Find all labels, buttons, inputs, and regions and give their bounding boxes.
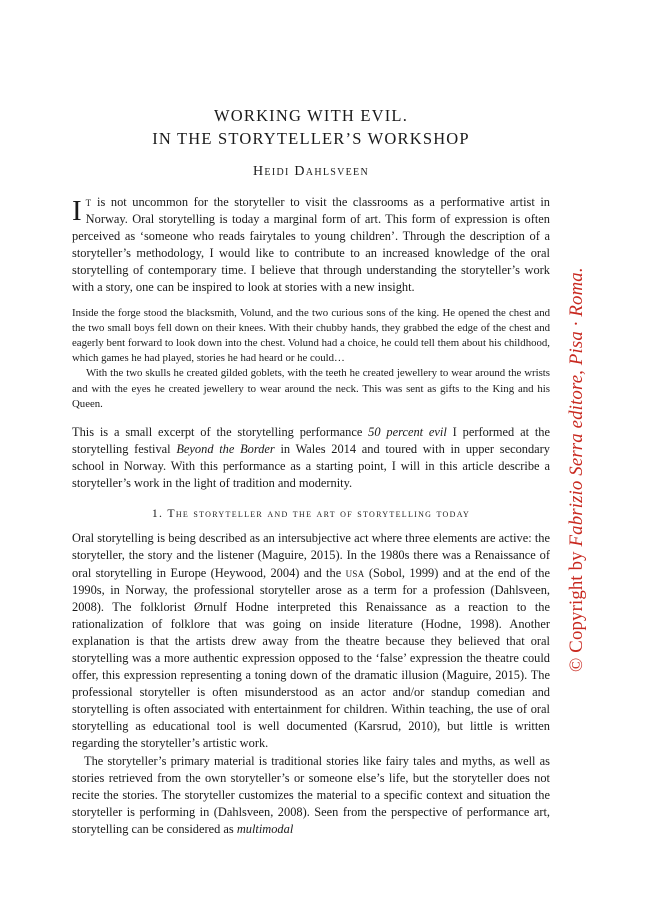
section-paragraph-1 [72, 530, 550, 752]
article-page [72, 104, 550, 838]
intro-paragraph [72, 194, 550, 297]
after-excerpt-paragraph [72, 424, 550, 492]
festival-title: Beyond the Border [176, 442, 275, 457]
section-p2-italic: multimodal [236, 821, 294, 836]
intro-text: is not uncommon for the storyteller to visit the classrooms as a performative artist in Norway. Oral storytelling is today a marginal form of art. This form of expression is often perceived as ‘someone who reads fairytales to young children’. Through the description of a storyteller’s methodology, I would like to contribute to an increased knowledge of the oral storytelling of contemporary time. I believe that through understanding the storyteller’s work with a story, one can be inspired to look at stories with a new insight. [72, 195, 550, 295]
article-title [72, 104, 550, 150]
section-paragraph-2 [72, 753, 550, 838]
copyright-notice [566, 267, 588, 672]
author-name: Heidi Dahlsveen [253, 164, 369, 179]
after-text-3: in Wales 2014 and toured with in upper secondary school in Norway. With this performance as a starting point, I will in this article describe a storyteller’s work in the light of tradition and modernity. [72, 442, 550, 491]
section-p1-text-a: Oral storytelling is being described as an intersubjective act where three elements are active: the storyteller, the story and the listener (Maguire, 2015). In the 1980s there was a Renaissance of oral storytelling in Europe (Heywood, 2004) and the [72, 531, 550, 580]
after-text-2: I performed at the storytelling festival [72, 424, 550, 457]
usa-abbrev: usa [345, 565, 365, 580]
excerpt-paragraph-1: Inside the forge stood the blacksmith, Volund, and the two curious sons of the king. He opened the chest and the two small boys fell down on their knees. With their chubby hands, they grabbed the edge of the chest and eagerly bent forward to look down into the chest. Volund had a choice, he could tell them about his childhood, which games he had played, stories he had heard or he could… [72, 306, 550, 365]
section-heading: 1. The storyteller and the art of storytelling today [151, 506, 471, 521]
performance-title: 50 percent evil [368, 424, 447, 439]
title-line-1: WORKING WITH EVIL. [213, 106, 409, 125]
section-p1-text-b: (Sobol, 1999) and at the end of the 1990s, in Norway, the professional storyteller arose as a term for a profession (Dahlsveen, 2008). The folklorist Ørnulf Hodne interpreted this Renaissance as a reaction to the rationalization of folklore that was going on inside literature (Hodne, 1998). Another explanation is that the artists drew away from the theatre because they believed that oral storytelling was a more authentic expression opposed to the ‘false’ expression the theatre could offer, this expression representing a toning down of the dramatic illusion (Maguire, 2015). The professional storyteller is often misunderstood as an actor and/or standup comedian and storytelling is often associated with entertainment for children. Within teaching, the use of oral storytelling as educational tool is well documented (Karsrud, 2010), but little is written regarding the storyteller’s artistic work. [72, 565, 550, 751]
intro-first-word-rest: t [85, 195, 92, 209]
after-text-1: This is a small excerpt of the storytelling performance [72, 424, 369, 439]
drop-cap: I [72, 195, 82, 227]
copyright-prefix: © Copyright by [566, 546, 587, 672]
title-line-2: IN THE STORYTELLER’S WORKSHOP [152, 129, 470, 148]
excerpt-paragraph-2: With the two skulls he created gilded goblets, with the teeth he created jewellery to wear around the wrists and with the eyes he created jewellery to wear around the neck. This was sent as gifts to the King and his Queen. [72, 367, 550, 410]
copyright-publisher: Fabrizio Serra editore, Pisa · Roma. [566, 267, 587, 547]
section-p2-text: The storyteller’s primary material is traditional stories like fairy tales and myths, as well as stories retrieved from the own storyteller’s or someone else’s life, but the storyteller does not recite the stories. The storyteller customizes the material to a specific context and situation the storyteller is performing in (Dahlsveen, 2008). Seen from the perspective of performance art, storytelling can be considered as [72, 753, 550, 836]
